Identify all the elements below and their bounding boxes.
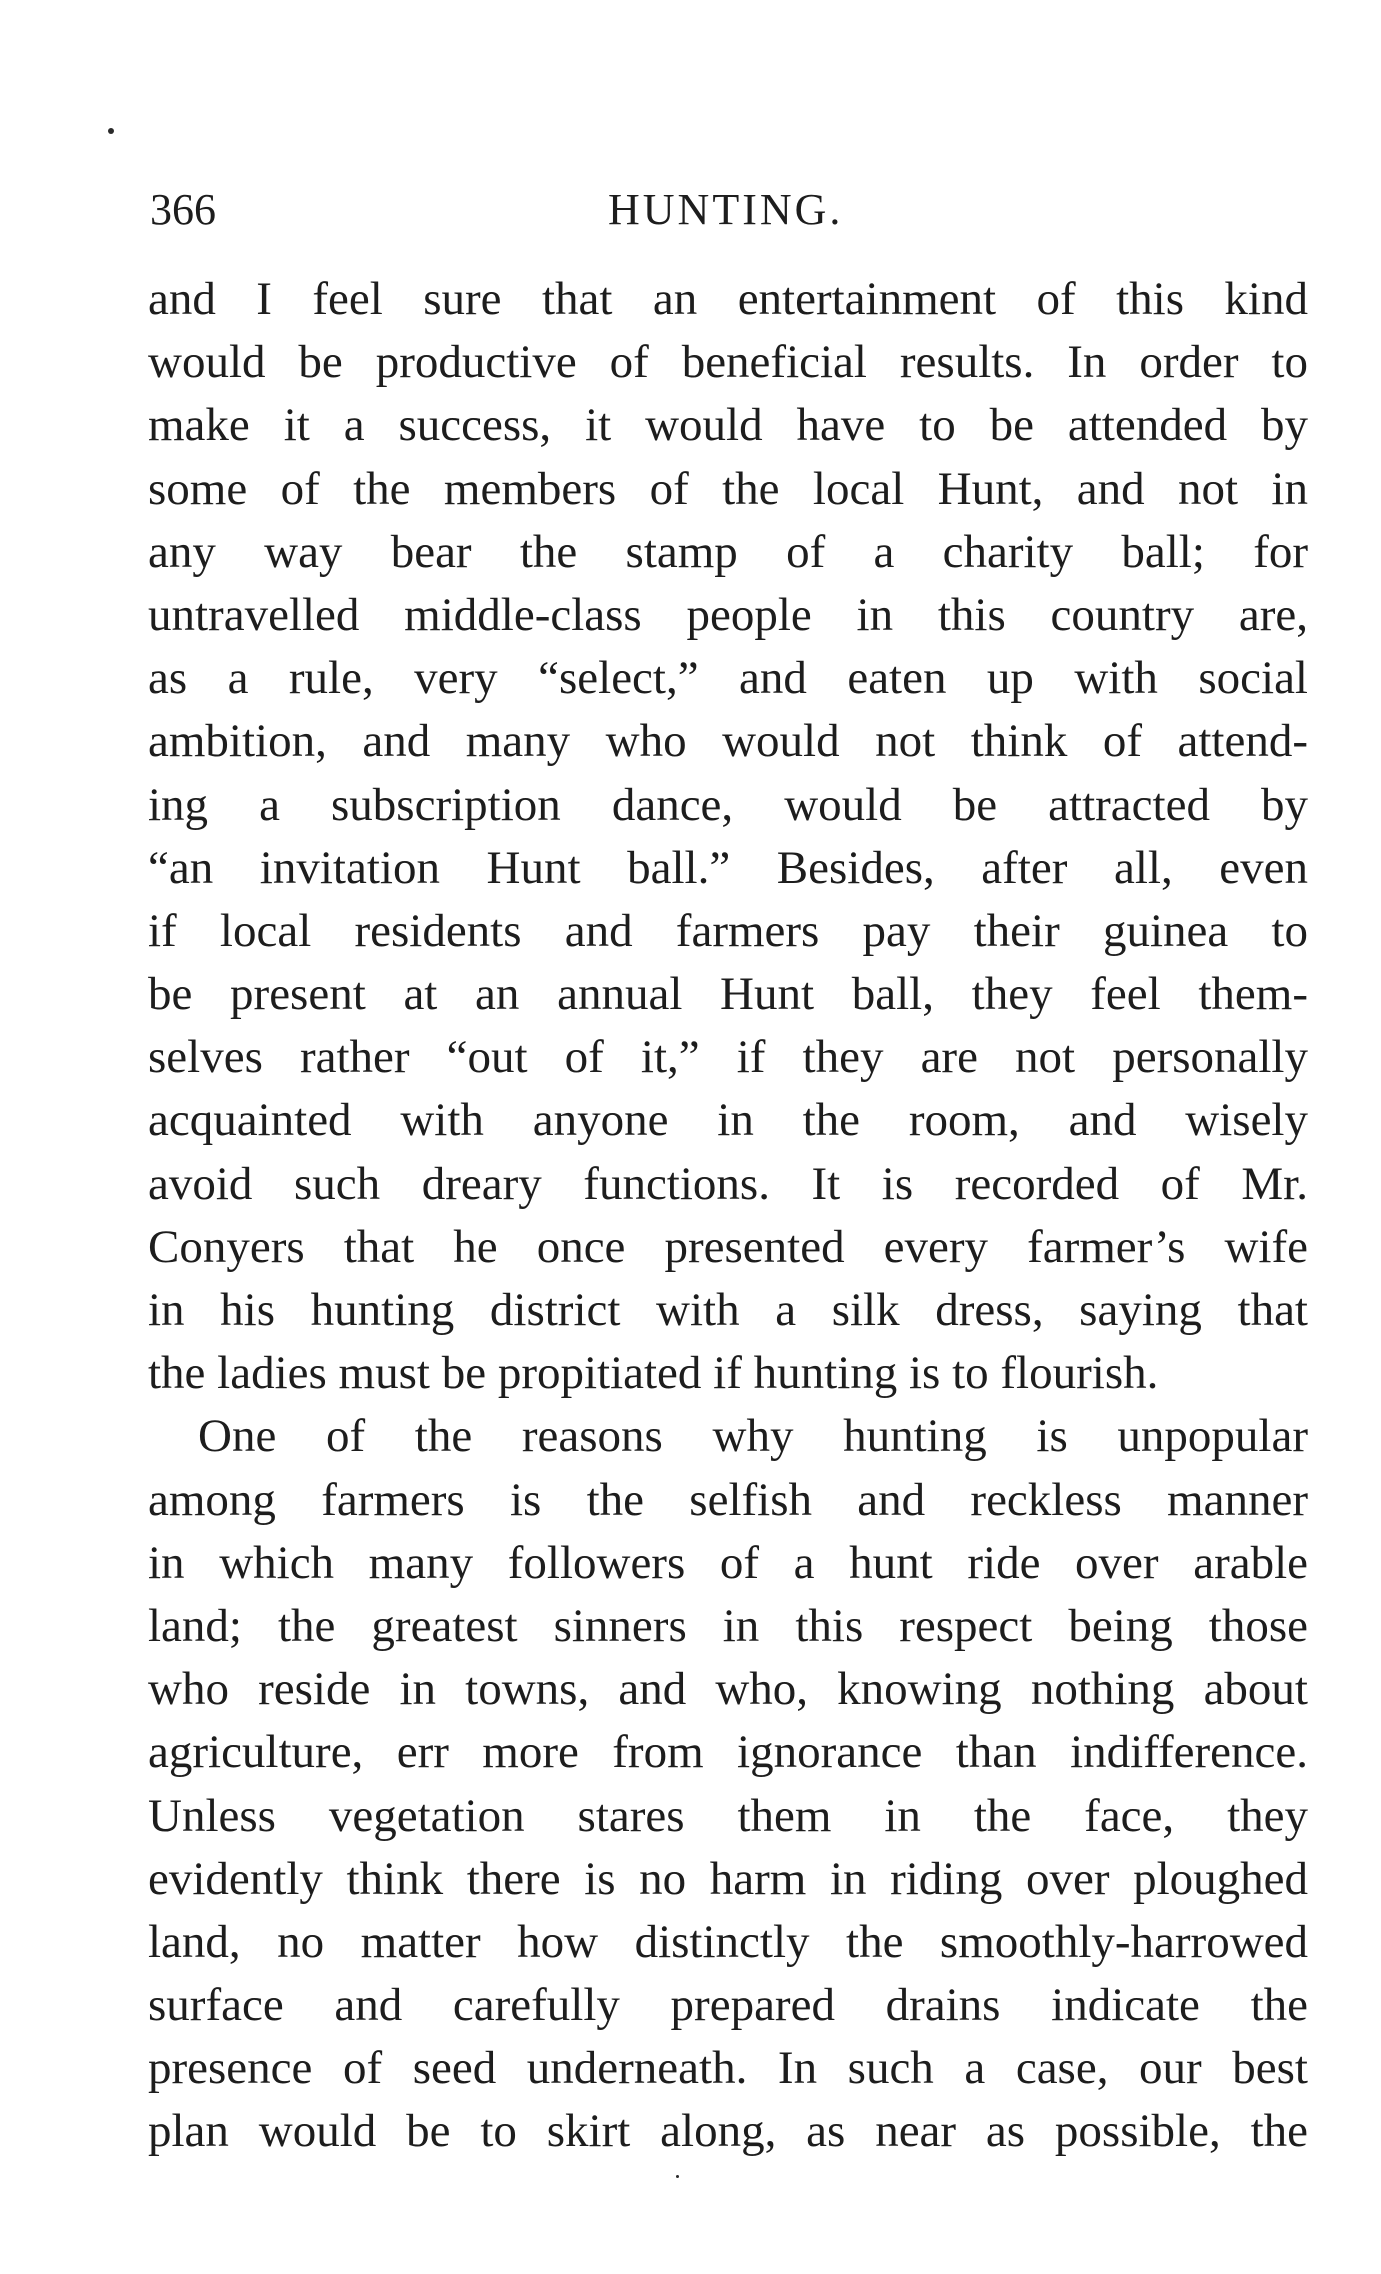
text-line: surface and carefully prepared drains indicate the [148, 1979, 1308, 2032]
text-line: among farmers is the selfish and reckless manner [148, 1473, 1308, 1526]
text-line: some of the members of the local Hunt, and not in [148, 462, 1308, 515]
page-header [150, 180, 1310, 240]
text-line: make it a success, it would have to be attended by [148, 399, 1308, 452]
text-line: land; the greatest sinners in this respect being those [148, 1599, 1308, 1652]
ink-speck [108, 128, 114, 134]
text-line: presence of seed underneath. In such a case, our best [148, 2042, 1308, 2095]
paragraph-start-line: One of the reasons why hunting is unpopular [198, 1410, 1308, 1463]
text-line: in which many followers of a hunt ride over arable [148, 1536, 1308, 1589]
text-line: untravelled middle-class people in this country are, [148, 588, 1308, 641]
text-line: plan would be to skirt along, as near as possible, the [148, 2105, 1308, 2158]
body-text [148, 268, 1308, 2164]
text-line: any way bear the stamp of a charity ball; for [148, 525, 1308, 578]
text-line: Conyers that he once presented every farmer’s wife [148, 1220, 1308, 1273]
text-line: ing a subscription dance, would be attracted by [148, 778, 1308, 831]
text-line: Unless vegetation stares them in the face, they [148, 1789, 1308, 1842]
text-line: selves rather “out of it,” if they are not personally [148, 1031, 1308, 1084]
text-line: who reside in towns, and who, knowing nothing about [148, 1663, 1308, 1716]
text-line: ambition, and many who would not think of attend- [148, 715, 1308, 768]
page-number: 366 [150, 185, 216, 234]
paragraph-end-line: the ladies must be propitiated if hunting is to flourish. [148, 1347, 1159, 1400]
text-line: evidently think there is no harm in riding over ploughed [148, 1852, 1308, 1905]
text-line: “an invitation Hunt ball.” Besides, after all, even [148, 841, 1308, 894]
text-line: acquainted with anyone in the room, and wisely [148, 1094, 1308, 1147]
text-line: land, no matter how distinctly the smoothly-harrowed [148, 1915, 1308, 1968]
text-line: would be productive of beneficial results. In order to [148, 336, 1308, 389]
ink-speck [676, 2175, 679, 2178]
text-line: be present at an annual Hunt ball, they feel them- [148, 968, 1308, 1021]
text-line: as a rule, very “select,” and eaten up with social [148, 652, 1308, 705]
text-line: in his hunting district with a silk dress, saying that [148, 1284, 1308, 1336]
text-line: and I feel sure that an entertainment of this kind [148, 273, 1308, 325]
running-head: HUNTING. [608, 185, 844, 234]
text-line: agriculture, err more from ignorance than indifference. [148, 1726, 1308, 1779]
text-line: avoid such dreary functions. It is recorded of Mr. [148, 1157, 1308, 1210]
text-line: if local residents and farmers pay their guinea to [148, 904, 1308, 957]
